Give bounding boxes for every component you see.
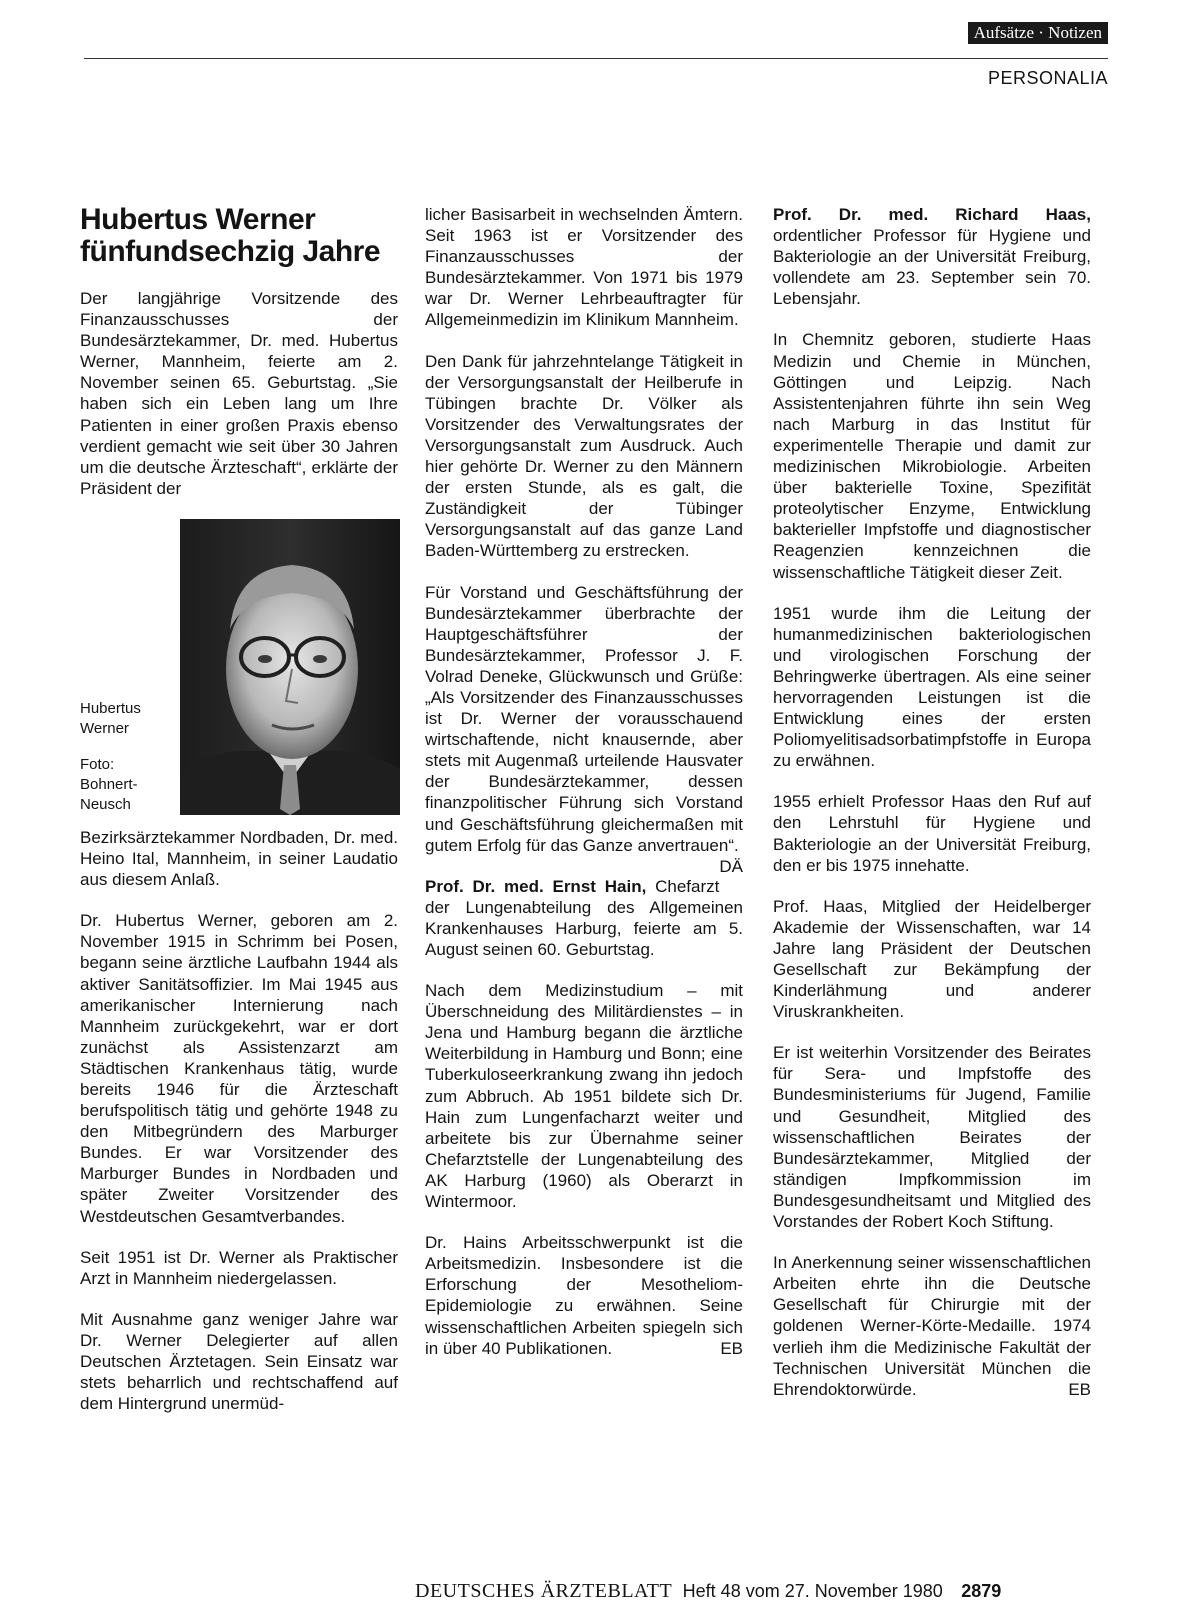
- headline-line-2: fünfundsechzig Jahre: [80, 235, 381, 268]
- article3-paragraph-4: Prof. Haas, Mitglied der Heidelberger Akademie der Wissenschaften, war 14 Jahre lang Präsident der Deutschen Gesellschaft zur Bekämpfung der Kinderlähmung und anderer Viruskrankheiten.: [773, 896, 1091, 1022]
- article3-paragraph-1: In Chemnitz geboren, studierte Haas Medizin und Chemie in München, Göttingen und Leipzig. Nach Assistentenjahren führte ihn sein Weg nach Marburg in das Institut für experimentelle Therapie und damit zur medizinischen Mikrobiologie. Arbeiten über bakterielle Toxine, Spezifität proteolytischer Enzyme, Entwicklung bakterieller Impfstoffe und diagnostischer Reagenzien kennzeichnen die wissenschaftliche Tätigkeit dieser Zeit.: [773, 330, 1091, 582]
- article1-paragraph-8-text: Für Vorstand und Geschäftsführung der Bundesärztekammer überbrachte der Hauptgeschäftsführer der Bundesärztekammer, Professor J. F. Volrad Deneke, Glückwunsch und Grüße: „Als Vorsitzender des Finanzausschusses ist Dr. Werner der vorausschauend wirtschaftende, nicht knausernde, aber stets mit Augenmaß urteilende Hausvater der Bundesärztekammer, dessen finanzpolitischer Führung sich Vorstand und Geschäftsführung gleichermaßen mit gutem Erfolg für das Ganze anvertrauen“.: [425, 582, 743, 855]
- article3-paragraph-5: Er ist weiterhin Vorsitzender des Beirates für Sera- und Impfstoffe des Bundesministeriums für Jugend, Familie und Gesundheit, Mitglied des wissenschaftlichen Beirates der Bundesärztekammer, Mitglied der ständigen Impfkommission im Bundesgesundheitsamt und Mitglied des Vorstandes der Robert Koch Stiftung.: [773, 1043, 1091, 1232]
- article1-paragraph-6: licher Basisarbeit in wechselnden Ämtern. Seit 1963 ist er Vorsitzender des Finanzausschusses der Bundesärztekammer. Von 1971 bis 1979 war Dr. Werner Lehrbeauftragter für Allgemeinmedizin im Klinikum Mannheim.: [425, 205, 743, 330]
- section-tag: Aufsätze · Notizen: [968, 22, 1108, 44]
- headline-line-1: Hubertus Werner: [80, 203, 316, 236]
- photo-caption-box: [80, 699, 168, 815]
- article2-paragraph-2-text: Dr. Hains Arbeitsschwerpunkt ist die Arbeitsmedizin. Insbesondere ist die Erforschung der Mesotheliom-Epidemiologie zu erwähnen. Seine wissenschaftlichen Arbeiten spiegeln sich in über 40 Publikationen.: [425, 1233, 743, 1358]
- article1-paragraph-7: Den Dank für jahrzehntelange Tätigkeit in der Versorgungsanstalt der Heilberufe in Tübingen brachte Dr. Völker als Vorsitzender des Verwaltungsrates der Versorgungsanstalt zum Ausdruck. Auch hier gehörte Dr. Werner zu den Männern der ersten Stunde, als es galt, die Zuständigkeit der Tübinger Versorgungsanstalt auf das ganze Land Baden-Württemberg zu erstrecken.: [425, 351, 743, 561]
- article3-person-name: Prof. Dr. med. Richard Haas,: [773, 205, 1091, 224]
- page-number: 2879: [961, 1581, 1002, 1601]
- issue-info: Heft 48 vom 27. November 1980: [682, 1581, 943, 1601]
- photo-credit: Foto: Bohnert-Neusch: [80, 755, 138, 813]
- article2-paragraph-2: [425, 1232, 743, 1359]
- article3-paragraph-2: 1951 wurde ihm die Leitung der humanmedizinischen bakteriologischen und virologischen Forschung der Behringwerke übertragen. Als eine seiner hervorragenden Leistungen ist die Entwicklung eines der ersten Poliomyelitisadsorbatimpfstoffe in Europa zu erwähnen.: [773, 603, 1091, 771]
- column-3: [773, 204, 1091, 1420]
- article1-signature: DÄ: [719, 856, 743, 876]
- article1-paragraph-5: Mit Ausnahme ganz weniger Jahre war Dr. Werner Delegierter auf allen Deutschen Ärztetagen. Sein Einsatz war stets beharrlich und rechtschaffend auf dem Hintergrund unermüd-: [80, 1309, 398, 1414]
- article1-paragraph-1: Der langjährige Vorsitzende des Finanzausschusses der Bundesärztekammer, Dr. med. Hubertus Werner, Mannheim, feierte am 2. November seinen 65. Geburtstag. „Sie haben sich ein Leben lang um Ihre Patienten in einer großen Praxis ebenso verdient gemacht wie seit über 30 Jahren um die deutsche Ärzteschaft“, erklärte der Präsident der: [80, 289, 398, 498]
- article2-person-name: Prof. Dr. med. Ernst Hain,: [425, 876, 647, 896]
- article2-paragraph-1: Nach dem Medizinstudium – mit Überschneidung des Militärdienstes – in Jena und Hamburg begann die ärztliche Weiterbildung in Hamburg und Bonn; eine Tuberkuloseerkrankung zwang ihn jedoch zum Abbruch. Ab 1951 bildete sich Dr. Hain zum Lungenfacharzt weiter und arbeitete bis zur Übernahme seiner Chefarztstelle der Lungenabteilung des AK Harburg (1960) als Oberarzt in Wintermoor.: [425, 981, 743, 1212]
- article3-paragraph-6: [773, 1252, 1091, 1400]
- article1-paragraph-8: [425, 582, 743, 876]
- column-1: [80, 204, 398, 1434]
- page-footer: [415, 1580, 1001, 1603]
- header-rule: [84, 58, 1108, 59]
- article3-intro: [773, 204, 1091, 309]
- section-label: PERSONALIA: [987, 68, 1108, 88]
- article1-paragraph-2: Bezirksärztekammer Nordbaden, Dr. med. Heino Ital, Mannheim, in seiner Laudatio aus diesem Anlaß.: [80, 827, 398, 890]
- article2-signature: EB: [720, 1338, 743, 1358]
- article1-paragraph-4: Seit 1951 ist Dr. Werner als Praktischer Arzt in Mannheim niedergelassen.: [80, 1247, 398, 1288]
- article3-signature: EB: [1068, 1379, 1091, 1399]
- column-2: [425, 204, 743, 1379]
- portrait-photo: [180, 519, 400, 815]
- photo-caption: Hubertus Werner: [80, 699, 141, 737]
- magazine-name: DEUTSCHES ÄRZTEBLATT: [415, 1580, 673, 1602]
- article2-intro: [425, 876, 743, 960]
- article3-intro-text: ordentlicher Professor für Hygiene und Bakteriologie an der Universität Freiburg, vollendete am 23. September sein 70. Lebensjahr.: [773, 226, 1091, 309]
- article2-intro-text: Chefarzt der Lungenabteilung des Allgemeinen Krankenhauses Harburg, feierte am 5. August seinen 60. Geburtstag.: [425, 876, 743, 959]
- photo-block: [80, 519, 398, 815]
- article-headline: [80, 204, 398, 268]
- article3-paragraph-3: 1955 erhielt Professor Haas den Ruf auf den Lehrstuhl für Hygiene und Bakteriologie an der Universität Freiburg, den er bis 1975 innehatte.: [773, 792, 1091, 875]
- article1-paragraph-3: Dr. Hubertus Werner, geboren am 2. November 1915 in Schrimm bei Posen, begann seine ärztliche Laufbahn 1944 als aktiver Sanitätsoffizier. Im Mai 1945 aus amerikanischer Internierung nach Mannheim zurückgekehrt, war er dort zunächst als Assistenzarzt am Städtischen Krankenhaus tätig, wurde bereits 1946 für die Ärzteschaft berufspolitisch tätig und gehörte 1948 zu den Mitbegründern des Marburger Bundes. Er war Vorsitzender des Marburger Bundes in Nordbaden und später Zweiter Vorsitzender des Westdeutschen Gesamtverbandes.: [80, 911, 398, 1226]
- article3-paragraph-6-text: In Anerkennung seiner wissenschaftlichen Arbeiten ehrte ihn die Deutsche Gesellschaft für Chirurgie mit der goldenen Werner-Körte-Medaille. 1974 verlieh ihm die Medizinische Fakultät der Technischen Universität München die Ehrendoktorwürde.: [773, 1253, 1091, 1399]
